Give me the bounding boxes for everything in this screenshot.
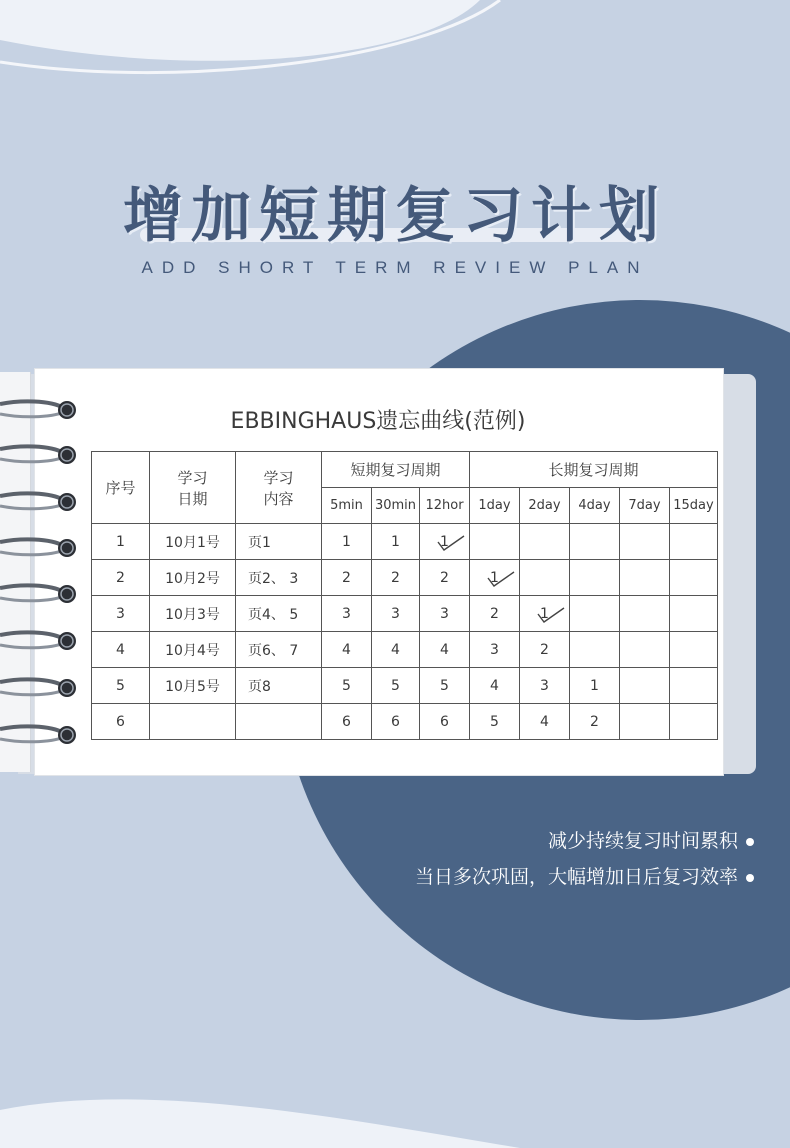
binding-ring <box>0 585 76 603</box>
review-cell <box>620 560 670 596</box>
review-cell: 4 <box>322 632 372 668</box>
table-body <box>92 524 718 740</box>
review-cell <box>670 524 718 560</box>
row-content: 页1 <box>236 524 322 560</box>
bullet-dot <box>746 838 754 846</box>
row-content: 页2、 3 <box>236 560 322 596</box>
bullet-item <box>548 826 754 853</box>
review-check <box>490 570 499 586</box>
review-cell <box>670 668 718 704</box>
header-interval: 30min <box>372 488 420 524</box>
bottom-wave <box>0 1099 520 1148</box>
row-date <box>150 704 236 740</box>
checkmark-icon <box>434 530 468 554</box>
review-cell <box>570 560 620 596</box>
binding-ring <box>0 493 76 511</box>
header-interval: 7day <box>620 488 670 524</box>
review-cell: 4 <box>520 704 570 740</box>
review-cell: 5 <box>322 668 372 704</box>
header-content <box>236 452 322 524</box>
ebbinghaus-table <box>91 451 718 740</box>
row-index: 4 <box>92 632 150 668</box>
review-cell <box>520 524 570 560</box>
review-cell <box>670 596 718 632</box>
header-date <box>150 452 236 524</box>
review-cell: 6 <box>420 704 470 740</box>
review-cell <box>620 704 670 740</box>
table-row <box>92 560 718 596</box>
binding-ring <box>0 726 76 744</box>
header-interval: 5min <box>322 488 372 524</box>
header-interval: 12hor <box>420 488 470 524</box>
row-date: 10月2号 <box>150 560 236 596</box>
review-cell <box>470 524 520 560</box>
review-cell <box>570 596 620 632</box>
bullet-item <box>415 862 754 889</box>
review-cell: 2 <box>570 704 620 740</box>
header-interval: 4day <box>570 488 620 524</box>
row-date: 10月4号 <box>150 632 236 668</box>
binding-ring <box>0 539 76 557</box>
table-row <box>92 632 718 668</box>
row-index: 1 <box>92 524 150 560</box>
row-index: 3 <box>92 596 150 632</box>
review-value: 1 <box>440 533 449 550</box>
review-cell <box>670 704 718 740</box>
table-row <box>92 596 718 632</box>
row-content <box>236 704 322 740</box>
review-cell: 1 <box>372 524 420 560</box>
review-cell <box>520 560 570 596</box>
review-cell <box>670 632 718 668</box>
review-cell <box>620 596 670 632</box>
review-value: 1 <box>490 569 499 586</box>
binding-ring <box>0 632 76 650</box>
header-date-line2: 日期 <box>177 489 208 508</box>
review-cell: 5 <box>470 704 520 740</box>
review-cell: 3 <box>520 668 570 704</box>
review-cell <box>570 524 620 560</box>
review-cell: 4 <box>372 632 420 668</box>
row-index: 5 <box>92 668 150 704</box>
review-cell: 5 <box>420 668 470 704</box>
table-row <box>92 668 718 704</box>
bullet-text: 减少持续复习时间累积 <box>547 830 738 852</box>
review-cell: 2 <box>520 632 570 668</box>
row-content: 页8 <box>236 668 322 704</box>
review-cell: 5 <box>372 668 420 704</box>
header-interval: 1day <box>470 488 520 524</box>
page-title: 增加短期复习计划 <box>123 181 667 251</box>
review-cell <box>420 524 470 560</box>
header-date-line1: 学习 <box>177 468 208 487</box>
row-content: 页6、 7 <box>236 632 322 668</box>
review-check <box>540 606 549 622</box>
spiral-binding <box>0 0 100 800</box>
binding-ring <box>0 401 76 419</box>
review-value: 1 <box>540 605 549 622</box>
header-short-term: 短期复习周期 <box>322 452 470 488</box>
review-cell: 3 <box>420 596 470 632</box>
review-cell <box>520 596 570 632</box>
table-title: EBBINGHAUS遗忘曲线(范例) <box>230 409 526 434</box>
binding-ring <box>0 679 76 697</box>
header-index: 序号 <box>92 452 150 524</box>
bullet-dot <box>746 874 754 882</box>
review-cell: 4 <box>420 632 470 668</box>
review-cell: 2 <box>372 560 420 596</box>
header-interval: 15day <box>670 488 718 524</box>
review-cell: 2 <box>322 560 372 596</box>
review-cell: 2 <box>470 596 520 632</box>
review-cell <box>470 560 520 596</box>
review-cell <box>570 632 620 668</box>
binding-ring <box>0 446 76 464</box>
bullet-text: 当日多次巩固，大幅增加日后复习效率 <box>414 866 738 888</box>
checkmark-icon <box>484 566 518 590</box>
row-index: 6 <box>92 704 150 740</box>
header-content-line1: 学习 <box>263 468 294 487</box>
review-cell: 1 <box>570 668 620 704</box>
review-cell: 4 <box>470 668 520 704</box>
review-cell: 6 <box>322 704 372 740</box>
review-cell: 1 <box>322 524 372 560</box>
review-cell: 2 <box>420 560 470 596</box>
header-interval: 2day <box>520 488 570 524</box>
review-cell <box>620 524 670 560</box>
review-cell: 6 <box>372 704 420 740</box>
table-row <box>92 704 718 740</box>
row-date: 10月3号 <box>150 596 236 632</box>
checkmark-icon <box>534 602 568 626</box>
review-cell: 3 <box>322 596 372 632</box>
row-index: 2 <box>92 560 150 596</box>
review-check <box>440 534 449 550</box>
row-date: 10月1号 <box>150 524 236 560</box>
header-content-line2: 内容 <box>263 489 294 508</box>
row-date: 10月5号 <box>150 668 236 704</box>
review-cell <box>620 632 670 668</box>
review-cell <box>670 560 718 596</box>
row-content: 页4、 5 <box>236 596 322 632</box>
review-cell: 3 <box>470 632 520 668</box>
page-subtitle: ADD SHORT TERM REVIEW PLAN <box>141 258 649 277</box>
header-long-term: 长期复习周期 <box>470 452 718 488</box>
table-row <box>92 524 718 560</box>
review-cell: 3 <box>372 596 420 632</box>
review-cell <box>620 668 670 704</box>
